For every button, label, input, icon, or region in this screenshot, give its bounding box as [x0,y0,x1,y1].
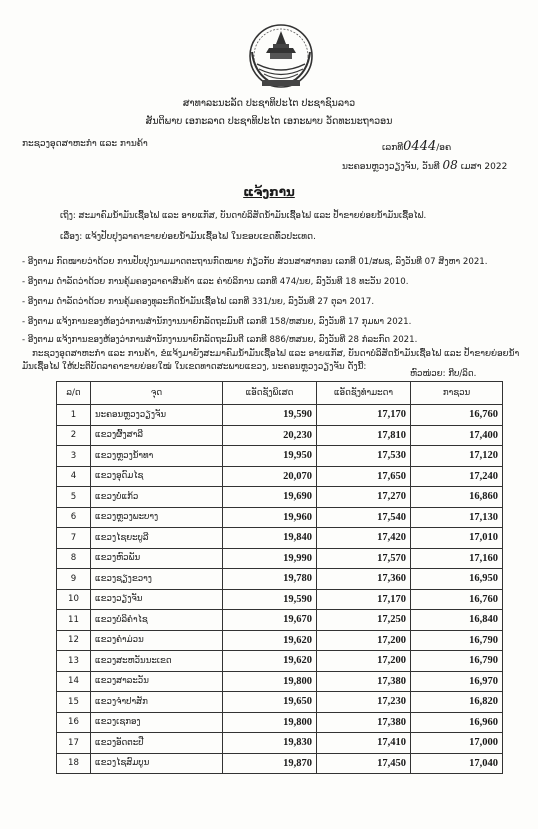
table-row [57,610,503,631]
table-row [57,528,503,549]
row-diesel-price: 17,400 [411,425,503,446]
date-month-year: ເມສາ 2022 [460,162,508,172]
header-special-gasoline: ແອັດຊັງພິເສດ [223,382,317,405]
table-row [57,651,503,672]
table-row [57,630,503,651]
row-number: 16 [57,712,91,733]
reference-item: - ອີງຕາມ ດຳລັດວ່າດ້ວຍ ການຄຸ້ມຄອງທຸລະກິດນ້ຳມັນເຊື້ອໄຟ ເລກທີ 331/ນຍ, ລົງວັນທີ 27 ຕຸລາ 2017. [22,297,375,307]
row-number: 7 [57,528,91,549]
row-diesel-price: 17,130 [411,507,503,528]
row-regular-price: 17,540 [317,507,411,528]
document-date [342,158,507,172]
row-diesel-price: 16,840 [411,610,503,631]
reference-item: - ອີງຕາມ ແຈ້ງການຂອງຫ້ອງວ່າການສຳນັກງານນາຍົກລັດຖະມົນຕີ ເລກທີ 158/ຫສນຍ, ລົງວັນທີ 17 ກຸມພາ 2021. [22,317,412,327]
row-regular-price: 17,360 [317,569,411,590]
notice-subject: ເລື່ອງ: ແຈ້ງປັບປຸງລາຄາຂາຍຍ່ອຍນ້ຳມັນເຊື້ອໄຟ ໃນຂອບເຂດທົ່ວປະເທດ. [60,232,316,242]
row-number: 6 [57,507,91,528]
national-emblem-icon [240,22,322,90]
row-special-price: 19,620 [223,651,317,672]
row-regular-price: 17,420 [317,528,411,549]
row-place: ແຂວງໄຊສົມບູນ [91,753,223,774]
row-place: ແຂວງສາລະວັນ [91,671,223,692]
fuel-price-table [56,381,503,774]
row-diesel-price: 17,010 [411,528,503,549]
row-special-price: 19,800 [223,671,317,692]
row-place: ແຂວງສະຫວັນນະເຂດ [91,651,223,672]
row-number: 1 [57,405,91,426]
notice-recipients: ເຖິງ: ສະມາຄົມນ້ຳມັນເຊື້ອໄຟ ແລະ ອາຍແກັສ, ບັນດາບໍລິສັດນ້ຳມັນເຊື້ອໄຟ ແລະ ປ້ຳຂາຍຍ່ອຍນ້ຳມັນເຊື້ອໄຟ. [60,211,427,221]
row-place: ແຂວງເຊກອງ [91,712,223,733]
table-row [57,671,503,692]
row-regular-price: 17,200 [317,651,411,672]
row-regular-price: 17,270 [317,487,411,508]
header-no: ລ/ດ [57,382,91,405]
row-diesel-price: 16,970 [411,671,503,692]
row-special-price: 19,690 [223,487,317,508]
row-diesel-price: 16,820 [411,692,503,713]
row-place: ແຂວງຫົວພັນ [91,548,223,569]
row-place: ແຂວງຊຽງຂວາງ [91,569,223,590]
row-special-price: 20,070 [223,466,317,487]
row-number: 13 [57,651,91,672]
national-motto: ສັນຕິພາບ ເອກະລາດ ປະຊາທິປະໄຕ ເອກະພາບ ວັດທະນະຖາວອນ [145,116,393,127]
row-regular-price: 17,410 [317,733,411,754]
row-place: ແຂວງບໍ່ແກ້ວ [91,487,223,508]
row-number: 4 [57,466,91,487]
row-regular-price: 17,170 [317,405,411,426]
row-special-price: 19,830 [223,733,317,754]
unit-note: ຫົວໜ່ວຍ: ກີບ/ລິດ. [410,369,477,379]
row-place: ແຂວງວຽງຈັນ [91,589,223,610]
table-row [57,446,503,467]
row-number: 10 [57,589,91,610]
date-day: 08 [442,158,458,172]
row-diesel-price: 16,790 [411,651,503,672]
table-row [57,548,503,569]
row-diesel-price: 16,960 [411,712,503,733]
table-row [57,405,503,426]
table-row [57,733,503,754]
reference-item: - ອີງຕາມ ແຈ້ງການຂອງຫ້ອງວ່າການສຳນັກງານນາຍົກລັດຖະມົນຕີ ເລກທີ 886/ຫສນຍ, ລົງວັນທີ 28 ກໍລະກົດ 2021. [22,335,418,345]
row-diesel-price: 16,760 [411,589,503,610]
row-special-price: 19,800 [223,712,317,733]
row-number: 5 [57,487,91,508]
document-number [382,139,451,154]
row-number: 11 [57,610,91,631]
notice-title: ແຈ້ງການ [243,185,295,199]
row-special-price: 20,230 [223,425,317,446]
row-place: ແຂວງບໍລິຄຳໄຊ [91,610,223,631]
row-regular-price: 17,810 [317,425,411,446]
row-special-price: 19,590 [223,589,317,610]
row-number: 14 [57,671,91,692]
row-special-price: 19,650 [223,692,317,713]
row-special-price: 19,670 [223,610,317,631]
row-regular-price: 17,200 [317,630,411,651]
row-special-price: 19,990 [223,548,317,569]
row-special-price: 19,840 [223,528,317,549]
reference-item: - ອີງຕາມ ດຳລັດວ່າດ້ວຍ ການຄຸ້ມຄອງລາຄາສິນຄ້າ ແລະ ຄ່າບໍລິການ ເລກທີ 474/ນຍ, ລົງວັນທີ 18 ທະວັນ 2010. [22,277,409,287]
body-paragraph: ກະຊວງອຸດສາຫະກຳ ແລະ ການຄ້າ, ຂໍແຈ້ງມາຍັງສະມາຄົມນ້ຳມັນເຊື້ອໄຟ ແລະ ອາຍແກັສ, ບັນດາບໍລິສັດນ້ຳມັນເຊື້ອໄຟ ແລະ ປ້ຳຂາຍຍ່ອຍນ້ຳມັນເຊື້ອໄຟ ໃຫ້ປະຕິບັດລາຄາຂາຍຍ່ອຍໃໝ່ ໃນເຂດທາດສະພາບແຂວງ, ນະຄອນຫຼວງວຽງຈັນ ດັ່ງນີ້: [22,349,520,372]
doc-number-value: 0444 [403,139,437,154]
row-number: 15 [57,692,91,713]
row-diesel-price: 17,000 [411,733,503,754]
row-diesel-price: 16,860 [411,487,503,508]
row-number: 3 [57,446,91,467]
country-name: ສາທາລະນະລັດ ປະຊາທິປະໄຕ ປະຊາຊົນລາວ [182,98,356,109]
row-place: ແຂວງອຸດົມໄຊ [91,466,223,487]
row-diesel-price: 17,240 [411,466,503,487]
row-diesel-price: 16,790 [411,630,503,651]
row-place: ແຂວງອັດຕະປື [91,733,223,754]
date-prefix: ນະຄອນຫຼວງວຽງຈັນ, ວັນທີ [342,162,440,172]
table-body [57,405,503,774]
row-number: 9 [57,569,91,590]
header-place: ຈຸດ [91,382,223,405]
row-regular-price: 17,650 [317,466,411,487]
row-special-price: 19,620 [223,630,317,651]
row-diesel-price: 16,950 [411,569,503,590]
row-number: 8 [57,548,91,569]
row-regular-price: 17,450 [317,753,411,774]
row-number: 17 [57,733,91,754]
row-special-price: 19,780 [223,569,317,590]
table-row [57,487,503,508]
row-place: ນະຄອນຫຼວງວຽງຈັນ [91,405,223,426]
row-special-price: 19,950 [223,446,317,467]
row-diesel-price: 17,160 [411,548,503,569]
doc-number-prefix: ເລກທີ [382,143,404,153]
row-regular-price: 17,250 [317,610,411,631]
reference-item: - ອີງຕາມ ກົດໝາຍວ່າດ້ວຍ ການປັບປຸງນາມມາດຕະຖານກົດໝາຍ ກ່ຽວກັບ ສ່ວນສາສາກອນ ເລກທີ 01/ສພຊ, ລົງວັນທີ 07 ສິງຫາ 2021. [22,257,488,267]
row-regular-price: 17,170 [317,589,411,610]
table-header-row [57,382,503,405]
row-special-price: 19,960 [223,507,317,528]
row-place: ແຂວງຄຳມ່ວນ [91,630,223,651]
row-place: ແຂວງຫຼວງພະບາງ [91,507,223,528]
header-diesel: ກາຊວນ [411,382,503,405]
ministry-name: ກະຊວງອຸດສາຫະກຳ ແລະ ການຄ້າ [22,139,148,149]
row-regular-price: 17,570 [317,548,411,569]
row-diesel-price: 16,760 [411,405,503,426]
row-place: ແຂວງຈຳປາສັກ [91,692,223,713]
table-row [57,753,503,774]
row-number: 18 [57,753,91,774]
table-row [57,507,503,528]
table-row [57,425,503,446]
row-diesel-price: 17,120 [411,446,503,467]
table-row [57,569,503,590]
row-special-price: 19,590 [223,405,317,426]
row-regular-price: 17,230 [317,692,411,713]
table-row [57,712,503,733]
doc-number-suffix: /ອຄ [436,143,452,153]
table-row [57,589,503,610]
row-regular-price: 17,380 [317,712,411,733]
row-number: 12 [57,630,91,651]
row-place: ແຂວງໄຊຍະບູລີ [91,528,223,549]
row-regular-price: 17,380 [317,671,411,692]
header-regular-gasoline: ແອັດຊັງທຳມະດາ [317,382,411,405]
row-place: ແຂວງຫຼວງນ້ຳທາ [91,446,223,467]
row-place: ແຂວງຜົ້ງສາລີ [91,425,223,446]
row-regular-price: 17,530 [317,446,411,467]
row-diesel-price: 17,040 [411,753,503,774]
table-row [57,692,503,713]
table-row [57,466,503,487]
row-special-price: 19,870 [223,753,317,774]
row-number: 2 [57,425,91,446]
